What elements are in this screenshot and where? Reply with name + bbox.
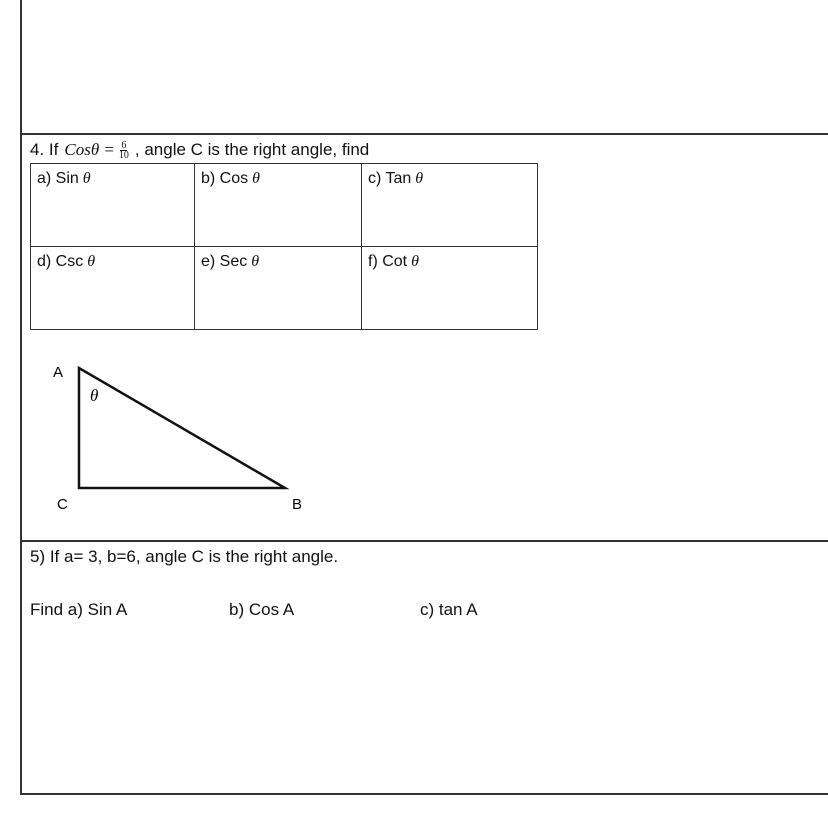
- cell-label: e) Sec: [201, 253, 248, 270]
- theta-symbol: θ: [415, 170, 424, 187]
- q4-suffix: , angle C is the right angle, find: [134, 140, 370, 159]
- divider-q5-top: [20, 540, 828, 542]
- table-row: [31, 164, 538, 247]
- table-row: [31, 247, 538, 330]
- vertex-label-b: B: [292, 496, 303, 513]
- q5-find-sin: Find a) Sin A: [30, 600, 128, 619]
- q4-fraction: [119, 141, 129, 160]
- cell-label: b) Cos: [201, 170, 249, 187]
- divider-q4-top: [20, 133, 828, 135]
- question-5-prompt: 5) If a= 3, b=6, angle C is the right angle.: [30, 547, 339, 566]
- vertex-label-c: C: [57, 496, 68, 513]
- q5-find-tan: c) tan A: [420, 600, 478, 619]
- answer-grid: [30, 163, 538, 330]
- fraction-numerator: 6: [121, 139, 127, 151]
- theta-symbol: θ: [411, 253, 419, 270]
- theta-symbol: θ: [82, 170, 91, 187]
- cell-label: f) Cot: [368, 253, 408, 270]
- answer-cell-sec[interactable]: [195, 247, 362, 330]
- answer-cell-tan[interactable]: [362, 164, 538, 247]
- q5-find-cos: b) Cos A: [229, 600, 295, 619]
- q4-prefix: 4. If: [30, 140, 59, 159]
- cell-label: a) Sin: [37, 170, 79, 187]
- answer-cell-cot[interactable]: [362, 247, 538, 330]
- cell-label: d) Csc: [37, 253, 84, 270]
- divider-bottom: [20, 793, 828, 795]
- theta-symbol: θ: [251, 253, 260, 270]
- answer-cell-csc[interactable]: [31, 247, 195, 330]
- right-triangle-diagram: [40, 355, 320, 520]
- theta-symbol: θ: [87, 253, 96, 270]
- vertex-label-a: A: [53, 364, 64, 381]
- cell-label: c) Tan: [368, 170, 412, 187]
- left-margin-line: [20, 0, 22, 795]
- fraction-denominator: 10: [118, 149, 129, 161]
- question-4-prompt: [30, 140, 369, 160]
- triangle-shape: [79, 368, 285, 488]
- q4-function: Cosθ =: [64, 140, 115, 159]
- answer-cell-cos[interactable]: [195, 164, 362, 247]
- theta-symbol: θ: [252, 170, 260, 187]
- answer-cell-sin[interactable]: [31, 164, 195, 247]
- angle-theta-label: θ: [90, 386, 99, 405]
